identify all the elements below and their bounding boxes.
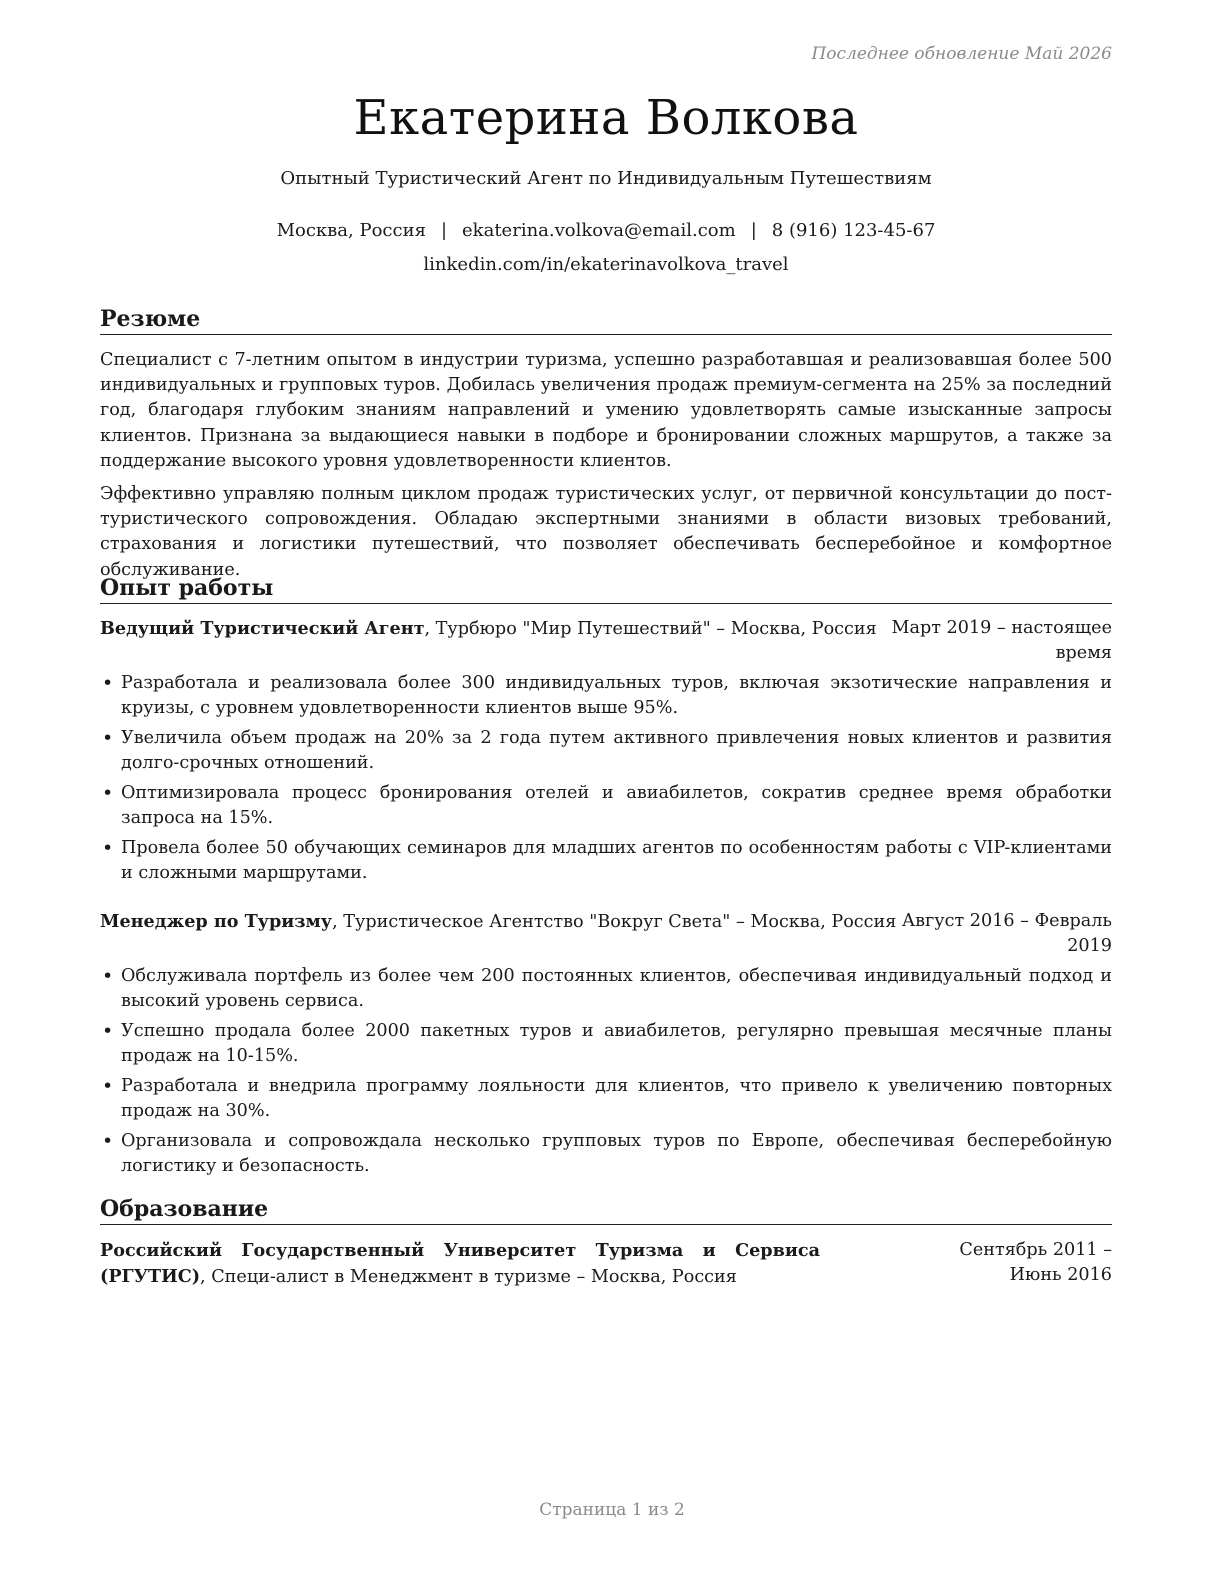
job-title-line	[100, 909, 896, 935]
list-item: • Успешно продала более 2000 пакетных туров и авиабилетов, регулярно превышая месячные планы продаж на 10-15%.	[100, 1019, 1112, 1069]
resume-page	[100, 0, 1112, 1584]
job-company: , Туристическое Агентство "Вокруг Света" – Москва, Россия	[332, 912, 897, 932]
job-role: Ведущий Туристический Агент	[100, 618, 425, 639]
job-dates: Август 2016 – Февраль 2019	[901, 911, 1112, 957]
education-institution	[100, 1238, 820, 1290]
contact-line	[100, 218, 1112, 244]
section-title-experience: Опыт работы	[100, 574, 1112, 604]
education-entry	[100, 1238, 1112, 1290]
candidate-name: Екатерина Волкова	[353, 90, 859, 146]
section-title-education: Образование	[100, 1195, 1112, 1225]
phone: 8 (916) 123-45-67	[771, 220, 936, 241]
degree: , Специ-алист в Менеджмент в туризме – Москва, Россия	[200, 1267, 737, 1288]
email-link[interactable]: ekaterina.volkova@email.com	[462, 220, 736, 241]
location: Москва, Россия	[276, 220, 426, 241]
list-item: • Разработала и реализовала более 300 индивидуальных туров, включая экзотические направления и круизы, с уровнем удовлетворенности клиентов выше 95%.	[100, 671, 1112, 721]
list-item: • Провела более 50 обучающих семинаров для младших агентов по особенностям работы с VIP-клиентами и сложными маршрутами.	[100, 836, 1112, 886]
list-item: • Организовала и сопровождала несколько групповых туров по Европе, обеспечивая бесперебойную логистику и безопасность.	[100, 1129, 1112, 1179]
separator: |	[440, 220, 448, 241]
job-header	[100, 616, 1112, 668]
job-header	[100, 909, 1112, 961]
job-bullets	[100, 671, 1112, 891]
job-title-line	[100, 616, 877, 642]
list-item: • Обслуживала портфель из более чем 200 постоянных клиентов, обеспечивая индивидуальный подход и высокий уровень сервиса.	[100, 964, 1112, 1014]
candidate-title: Опытный Туристический Агент по Индивидуальным Путешествиям	[280, 168, 932, 189]
linkedin-link[interactable]: linkedin.com/in/ekaterinavolkova_travel	[423, 254, 789, 275]
list-item: • Увеличила объем продаж на 20% за 2 года путем активного привлечения новых клиентов и развития долго-срочных отношений.	[100, 726, 1112, 776]
job-role: Менеджер по Туризму	[100, 911, 333, 932]
job-company: , Турбюро "Мир Путешествий" – Москва, Россия	[424, 619, 877, 639]
section-title-summary: Резюме	[100, 305, 1112, 335]
school-name: Российский Государственный Университет Туризма и Сервиса (РГУТИС)	[100, 1240, 820, 1288]
separator: |	[750, 220, 757, 241]
job-dates: Март 2019 – настоящее время	[891, 618, 1112, 664]
summary-paragraph: Эффективно управляю полным циклом продаж туристических услуг, от первичной консультации до пост-туристического сопровождения. Обладаю экспертными знаниями в области визовых требований, страхования и логистики путешествий, что позволяет обеспечивать бесперебойное и комфортное обслуживание.	[100, 484, 1112, 580]
list-item: • Разработала и внедрила программу лояльности для клиентов, что привело к увеличению повторных продаж на 30%.	[100, 1074, 1112, 1124]
summary-paragraph: Специалист с 7-летним опытом в индустрии туризма, успешно разработавшая и реализовавшая более 500 индивидуальных и групповых туров. Добилась увеличения продаж премиум-сегмента на 25% за последний год, благодаря глубоким знаниям направлений и умению удовлетворять самые изысканные запросы клиентов. Признана за выдающиеся навыки в подборе и бронировании сложных маршрутов, а также за поддержание высокого уровня удовлетворенности клиентов.	[100, 350, 1112, 471]
education-dates: Сентябрь 2011 – Июнь 2016	[959, 1240, 1112, 1286]
page-number: Страница 1 из 2	[539, 1500, 685, 1520]
list-item: • Оптимизировала процесс бронирования отелей и авиабилетов, сократив среднее время обработки запроса на 15%.	[100, 781, 1112, 831]
job-bullets	[100, 964, 1112, 1184]
last-updated: Последнее обновление Май 2026	[811, 44, 1112, 64]
